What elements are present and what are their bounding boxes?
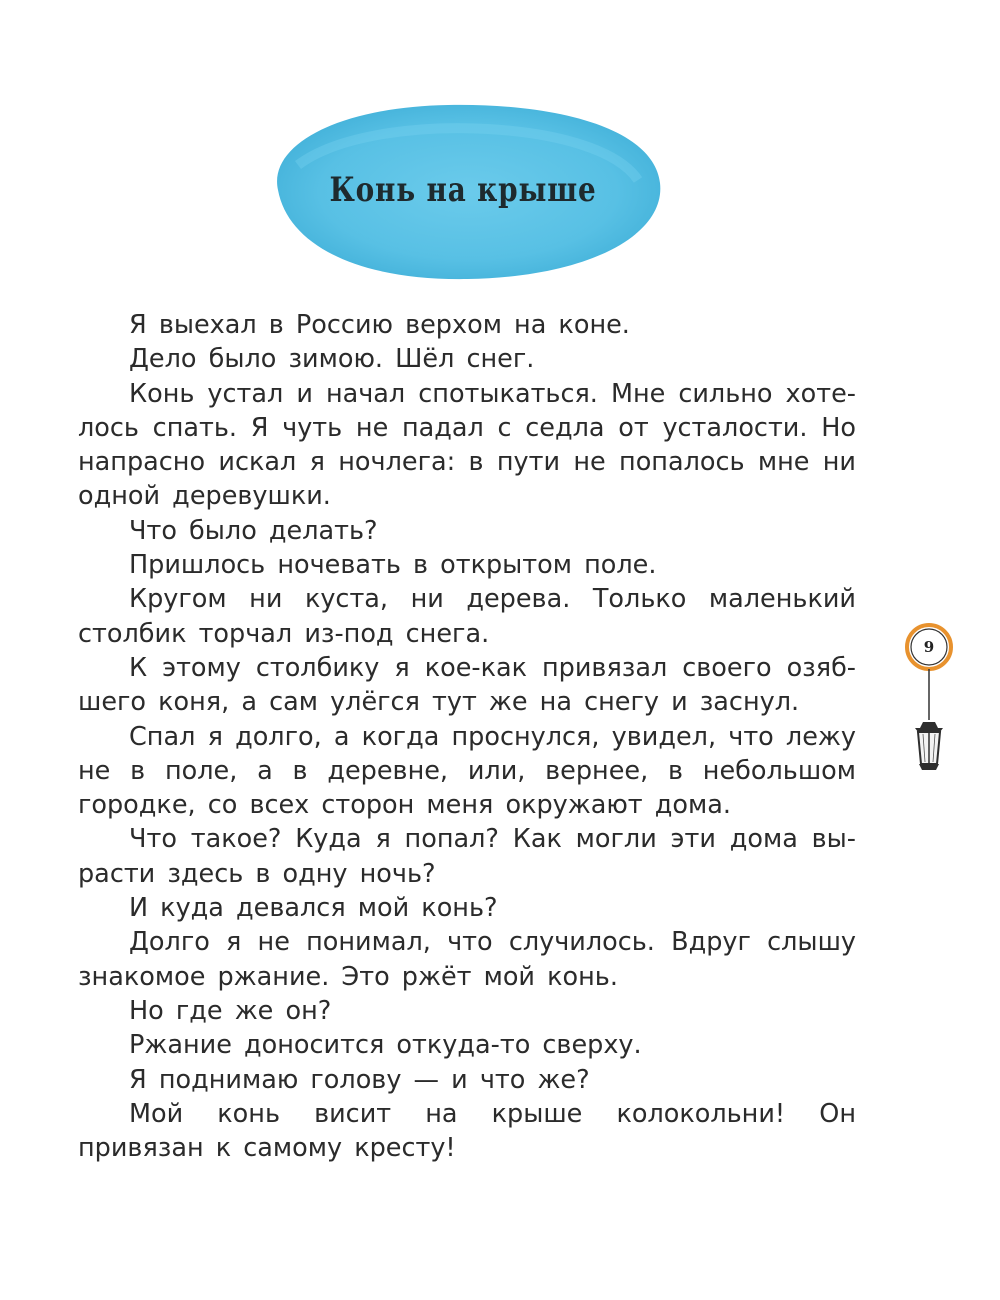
paragraph: Что такое? Куда я попал? Как могли эти дома вырасти здесь в одну ночь?	[78, 824, 856, 889]
paragraph: Что было делать?	[129, 515, 378, 546]
paragraph: Я поднимаю голову — и что же?	[129, 1064, 590, 1095]
paragraph: Спал я долго, а когда проснулся, увидел, что лежу не в поле, а в деревне, или, вернее, в небольшом городке, со всех сторон меня окружают дома.	[78, 721, 856, 821]
paragraph: И куда девался мой конь?	[129, 893, 498, 924]
story-text	[78, 308, 856, 1165]
paragraph: Но где же он?	[129, 995, 332, 1026]
paragraph: Конь устал и начал спотыкаться. Мне сильно хотелось спать. Я чуть не падал с седла от усталости. Но напрасно искал я ночлега: в пути не попалось мне ни одной деревушки.	[78, 378, 856, 512]
paragraph: Долго я не понимал, что случилось. Вдруг слышу знакомое ржание. Это ржёт мой конь.	[78, 927, 856, 992]
page-number-lantern	[895, 622, 965, 782]
paragraph: Мой конь висит на крыше колокольни! Он привязан к самому кресту!	[78, 1098, 856, 1164]
page-number: 9	[923, 638, 935, 656]
chapter-title-blob	[258, 95, 668, 285]
paragraph: К этому столбику я кое-как привязал своего озябшего коня, а сам улёгся тут же на снегу и заснул.	[78, 652, 856, 718]
paragraph: Дело было зимою. Шёл снег.	[129, 344, 535, 375]
paragraph: Пришлось ночевать в открытом поле.	[129, 550, 657, 581]
chapter-title: Конь на крыше	[329, 170, 597, 210]
paragraph: Ржание доносится откуда-то сверху.	[129, 1030, 642, 1061]
paragraph: Кругом ни куста, ни дерева. Только маленький столбик торчал из-под снега.	[78, 584, 856, 649]
paragraph: Я выехал в Россию верхом на коне.	[129, 310, 630, 340]
